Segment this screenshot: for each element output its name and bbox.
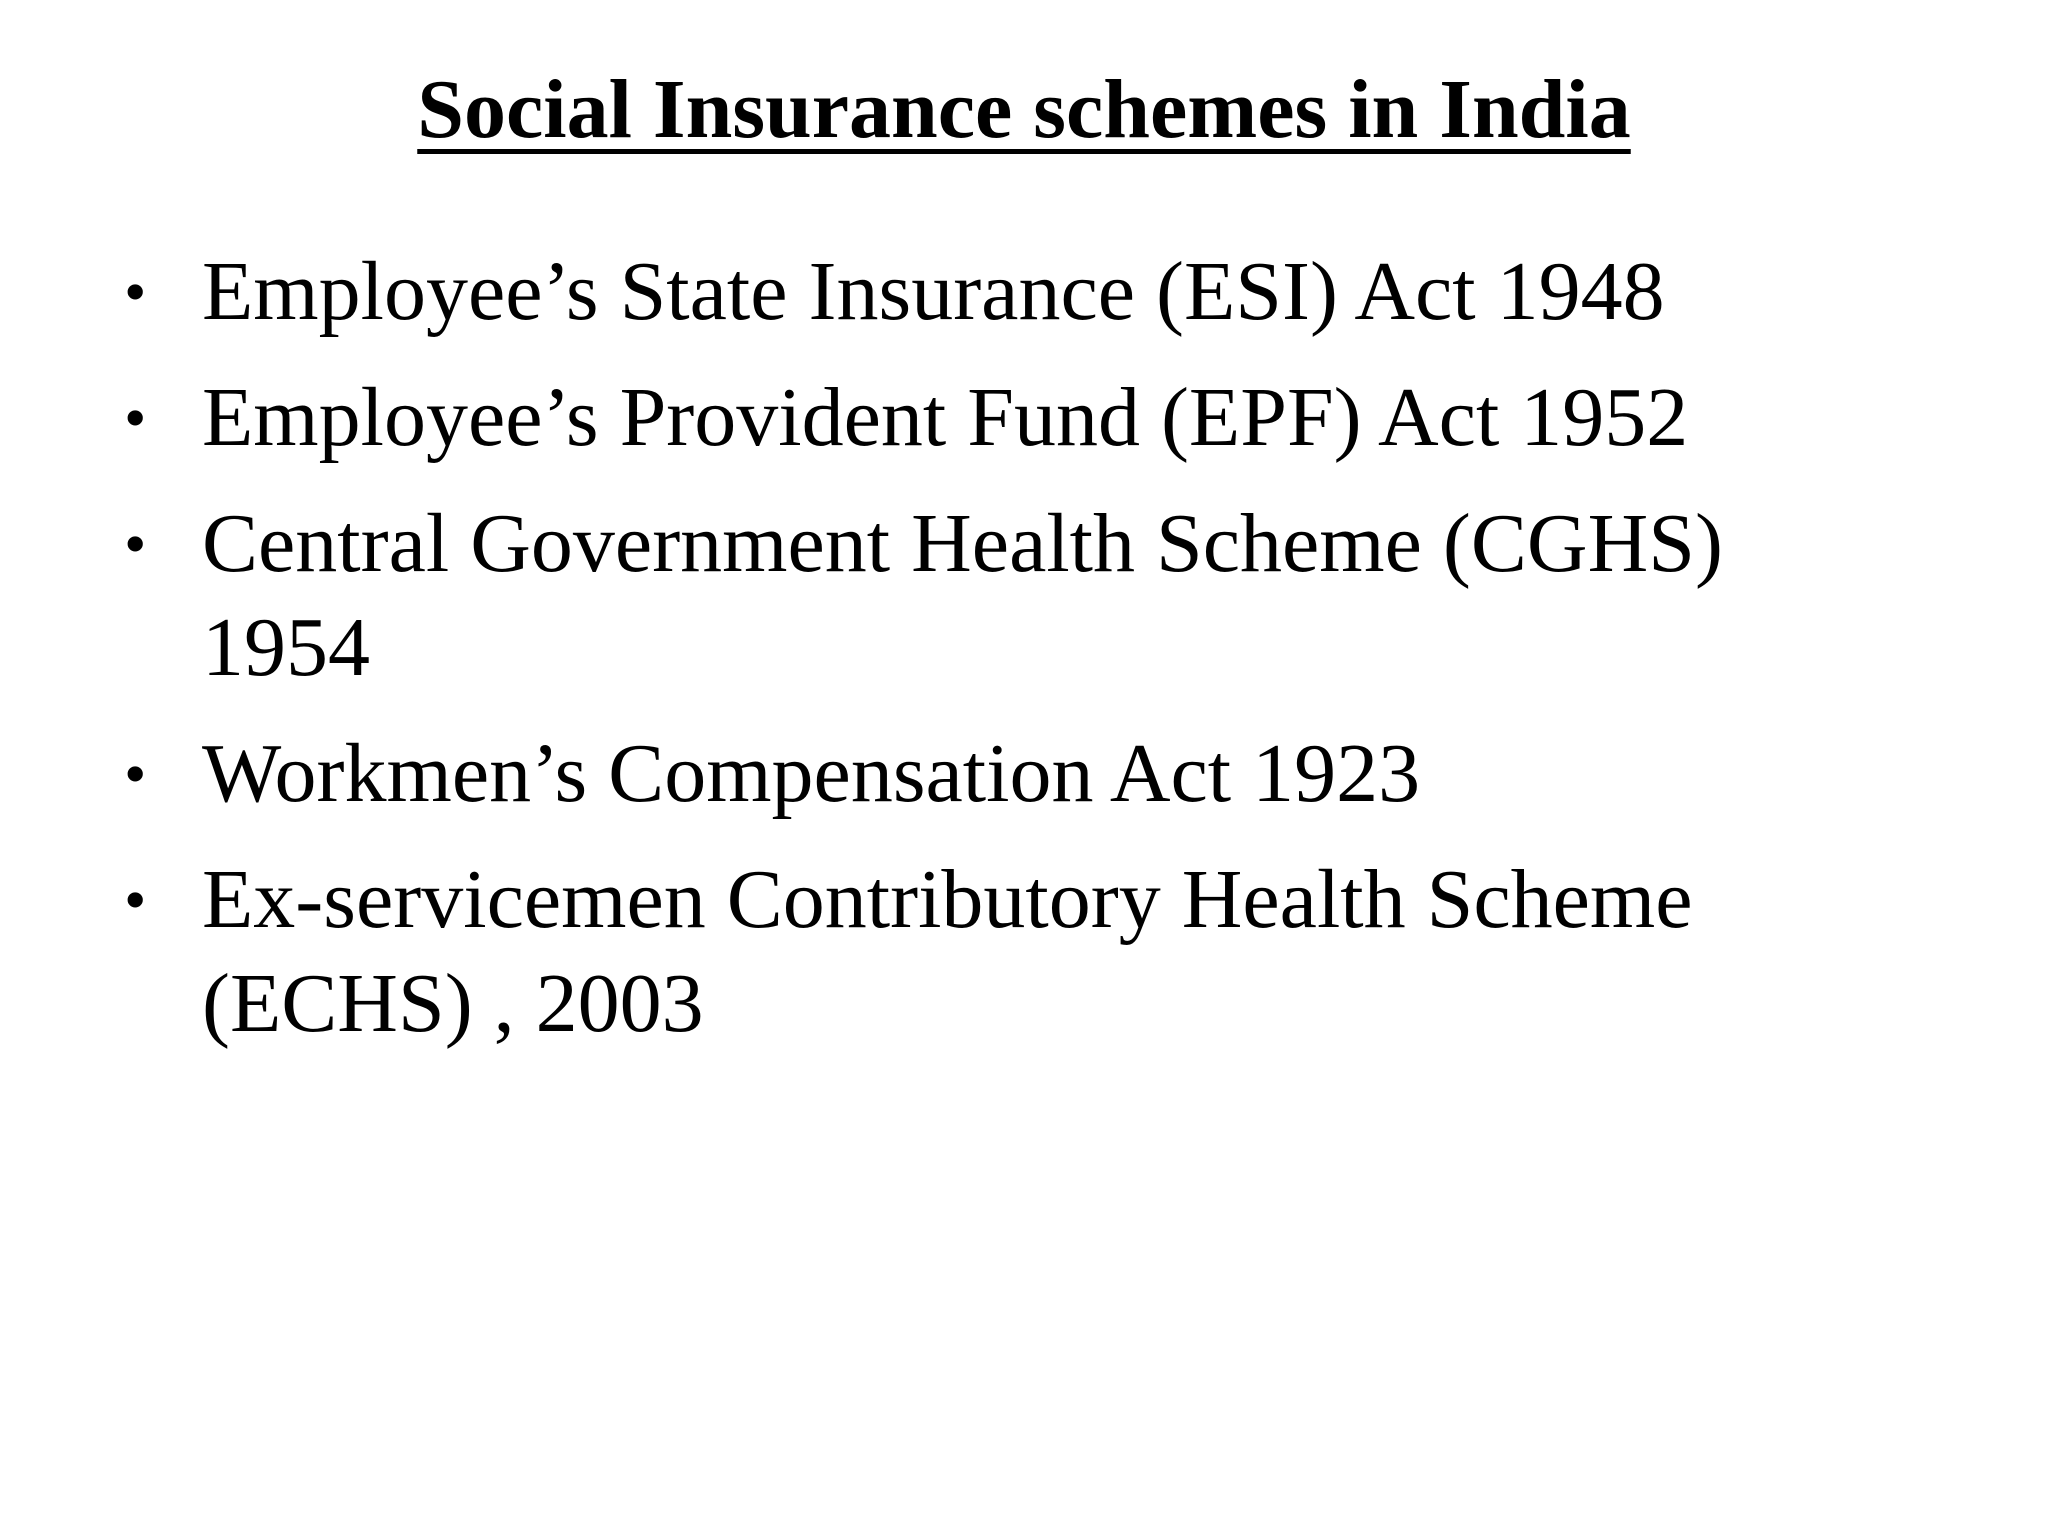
bullet-text: Employee’s State Insurance (ESI) Act 1948: [202, 245, 1665, 338]
bullet-item: [0, 722, 2048, 826]
bullet-list: [0, 240, 2048, 1078]
bullet-item: [0, 366, 2048, 470]
bullet-text: Central Government Health Scheme (CGHS) 1954: [202, 497, 1723, 694]
bullet-text: Workmen’s Compensation Act 1923: [202, 727, 1421, 820]
bullet-icon: •: [124, 508, 147, 579]
bullet-text: Ex-servicemen Contributory Health Scheme (ECHS) , 2003: [202, 853, 1693, 1050]
bullet-text: Employee’s Provident Fund (EPF) Act 1952: [202, 371, 1689, 464]
bullet-item: [0, 848, 2048, 1056]
bullet-item: [0, 492, 2048, 700]
bullet-icon: •: [124, 738, 147, 809]
slide-title: Social Insurance schemes in India: [417, 63, 1631, 156]
bullet-icon: •: [124, 256, 147, 327]
bullet-icon: •: [124, 864, 147, 935]
bullet-icon: •: [124, 382, 147, 453]
bullet-item: [0, 240, 2048, 344]
